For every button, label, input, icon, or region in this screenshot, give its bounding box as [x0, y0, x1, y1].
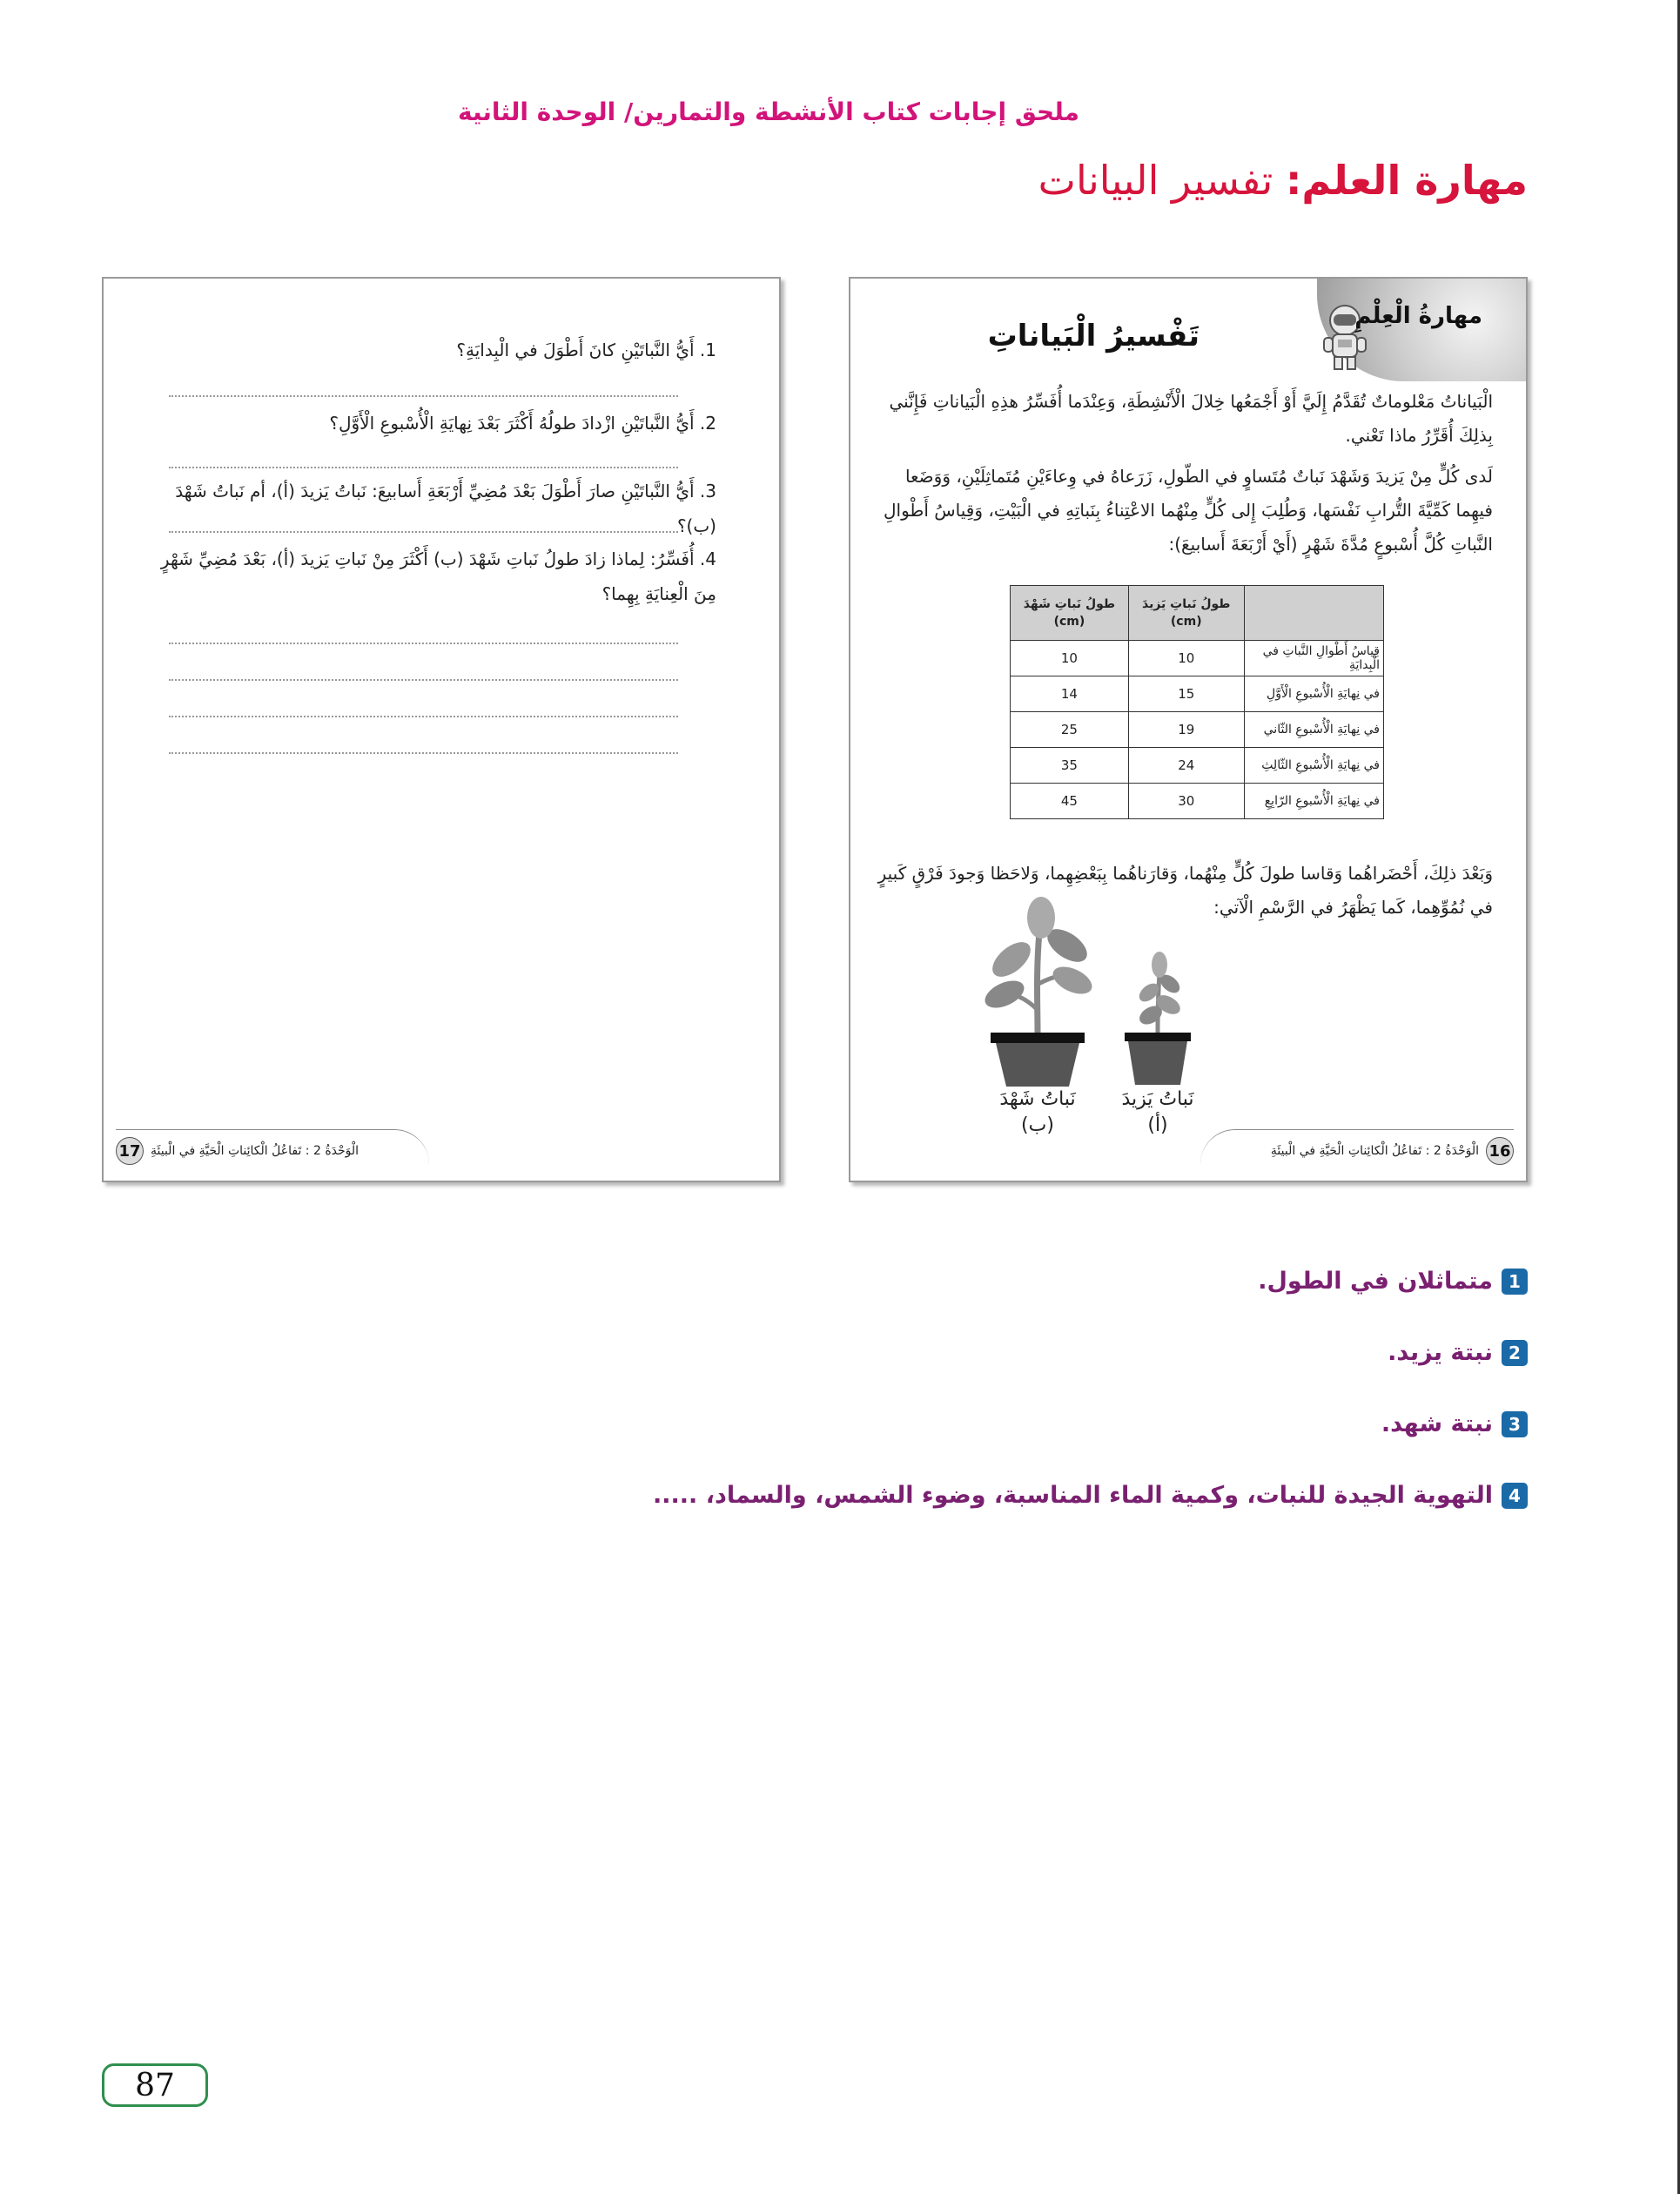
answer-4: [653, 1482, 1528, 1509]
answer-line: [169, 716, 678, 717]
skill-title-bold: مهارة العلم:: [1285, 157, 1528, 204]
yazeed-length: 15: [1128, 676, 1244, 712]
table-row: [1011, 748, 1384, 784]
answer-line: [169, 467, 678, 468]
yazeed-length: 19: [1128, 712, 1244, 748]
answer-2: [1388, 1339, 1528, 1366]
skill-label: مهارةُ الْعِلْمِ: [1354, 303, 1482, 329]
page17-number: 17: [116, 1137, 144, 1165]
answer-1-text: متماثلان في الطول.: [1258, 1268, 1493, 1295]
plant-shahd-label: [972, 1087, 1103, 1139]
answer-1-badge: 1: [1502, 1269, 1528, 1295]
question-1: 1. أَيُّ النَّباتَيْنِ كانَ أَطْوَلَ في الْبِدايَةِ؟: [456, 340, 716, 360]
table-row: [1011, 712, 1384, 748]
plant-yazeed-icon: [1116, 947, 1200, 1087]
answer-2-badge: 2: [1502, 1340, 1528, 1366]
answer-4-text: التهوية الجيدة للنبات، وكمية الماء المناسبة، وضوء الشمس، والسماد، .....: [653, 1482, 1493, 1509]
page16-footer-text: الْوَحْدَةُ 2 : تَفاعُلُ الْكائِناتِ الْحَيَّةِ في الْبيئَةِ: [1270, 1144, 1479, 1158]
skill-title: [1038, 157, 1528, 204]
yazeed-length: 30: [1128, 784, 1244, 819]
page-number: 87: [102, 2063, 208, 2107]
shahd-length: 45: [1011, 784, 1129, 819]
row-label: في نِهايَةِ الْأُسْبوعِ الْأَوَّلِ: [1244, 676, 1383, 712]
table-row: [1011, 676, 1384, 712]
answer-1: [1258, 1268, 1528, 1295]
data-definition-paragraph: الْبَياناتُ مَعْلوماتٌ تُقَدَّمُ إِلَيَّ أَوْ أَجْمَعُها خِلالَ الْأَنْشِطَةِ، وَعِنْدَما أُفَسِّرُ هذِهِ الْبَياناتِ فَإِنَّني بِذلِكَ أُقَرِّرُ ماذا تَعْني.: [889, 391, 1493, 446]
plant-shahd-name: نَباتُ شَهْدَ: [999, 1088, 1076, 1110]
plant-yazeed-label: [1092, 1087, 1223, 1139]
answer-line: [169, 643, 678, 644]
answer-line: [169, 395, 678, 397]
appendix-header: ملحق إجابات كتاب الأنشطة والتمارين/ الوحدة الثانية: [457, 98, 1079, 126]
plant-yazeed-name: نَباتُ يَزيدَ: [1121, 1088, 1194, 1110]
question-4: 4. أُفَسِّرُ: لِماذا زادَ طولُ نَباتِ شَهْدَ (ب) أَكْثَرَ مِنْ نَباتِ يَزيدَ (أ)، بَعْدَ مُضِيِّ شَهْرٍ مِنَ الْعِنايَةِ بِهِما؟: [160, 548, 716, 604]
plant-growth-table: [1010, 585, 1384, 819]
answer-4-badge: 4: [1502, 1483, 1528, 1509]
plant-shahd-icon: [977, 897, 1099, 1087]
question-3: 3. أَيُّ النَّباتَيْنِ صارَ أَطْوَلَ بَعْدَ مُضِيِّ أَرْبَعَةِ أَسابيعَ: نَباتُ يَزيدَ (أ)، أم نَباتُ شَهْدَ (ب)؟: [175, 481, 716, 536]
answer-3: [1381, 1410, 1528, 1437]
page17-footer: [116, 1129, 429, 1172]
table-header-shahd: طولُ نَباتِ شَهْدَ (cm): [1011, 586, 1129, 641]
plant-shahd-letter: (ب): [1021, 1114, 1054, 1136]
shahd-length: 14: [1011, 676, 1129, 712]
shahd-length: 25: [1011, 712, 1129, 748]
answer-2-text: نبتة يزيد.: [1388, 1339, 1493, 1366]
shahd-length: 35: [1011, 748, 1129, 784]
plant-yazeed-letter: (أ): [1147, 1114, 1168, 1136]
skill-title-rest: تفسير البيانات: [1038, 157, 1286, 204]
yazeed-length: 10: [1128, 641, 1244, 676]
workbook-page-17: [102, 277, 781, 1182]
table-header-label: [1244, 586, 1383, 641]
row-label: في نِهايَةِ الْأُسْبوعِ الثّاني: [1244, 712, 1383, 748]
table-row: [1011, 641, 1384, 676]
row-label: في نِهايَةِ الْأُسْبوعِ الثّالِثِ: [1244, 748, 1383, 784]
page16-footer: [1200, 1129, 1514, 1172]
shahd-length: 10: [1011, 641, 1129, 676]
table-row: [1011, 784, 1384, 819]
answer-line: [169, 531, 678, 533]
answer-line: [169, 752, 678, 754]
row-label: قِياسُ أَطْوالِ النَّباتِ في الْبِدايَةِ: [1244, 641, 1383, 676]
answer-3-text: نبتة شهد.: [1381, 1410, 1493, 1437]
question-2: 2. أَيُّ النَّباتَيْنِ ازْدادَ طولُهُ أَكْثَرَ بَعْدَ نِهايَةِ الْأُسْبوعِ الْأَوَّلِ؟: [329, 413, 716, 434]
page17-footer-text: الْوَحْدَةُ 2 : تَفاعُلُ الْكائِناتِ الْحَيَّةِ في الْبيئَةِ: [151, 1144, 360, 1158]
page16-number: 16: [1486, 1137, 1514, 1165]
yazeed-length: 24: [1128, 748, 1244, 784]
row-label: في نِهايَةِ الْأُسْبوعِ الرّابِعِ: [1244, 784, 1383, 819]
answer-3-badge: 3: [1502, 1411, 1528, 1437]
experiment-paragraph: لَدى كُلٍّ مِنْ يَزيدَ وَشَهْدَ نَباتٌ مُتَساوٍ في الطّولِ، زَرَعاهُ في وِعاءَيْنِ مُتَماثِلَيْنِ، وَوَضَعا فيهِما كَمِّيَّةَ التُّرابِ نَفْسَها، وَطُلِبَ إِلى كُلٍّ مِنْهُما الاعْتِناءُ بِنَباتِهِ في الْبَيْتِ، وَقِياسُ أَطْوالِ النَّباتِ كُلَّ أُسْبوعٍ مُدَّةَ شَهْرٍ (أَيْ أَرْبَعَةَ أَسابيعَ):: [884, 466, 1493, 555]
table-header-row: [1011, 586, 1384, 641]
table-header-yazeed: طولُ نَباتِ يَزيدَ (cm): [1128, 586, 1244, 641]
comparison-paragraph: وَبَعْدَ ذلِكَ، أَحْضَراهُما وَقاسا طولَ كُلٍّ مِنْهُما، وَقارَناهُما بِبَعْضِهِما، وَلاحَظا وَجودَ فَرْقٍ كَبيرٍ في نُمُوِّهِما، كَما يَظْهَرُ في الرَّسْمِ الْآتي:: [877, 863, 1493, 918]
page16-title: تَفْسيرُ الْبَياناتِ: [987, 319, 1200, 353]
workbook-page-16: [849, 277, 1528, 1182]
answer-line: [169, 679, 678, 681]
